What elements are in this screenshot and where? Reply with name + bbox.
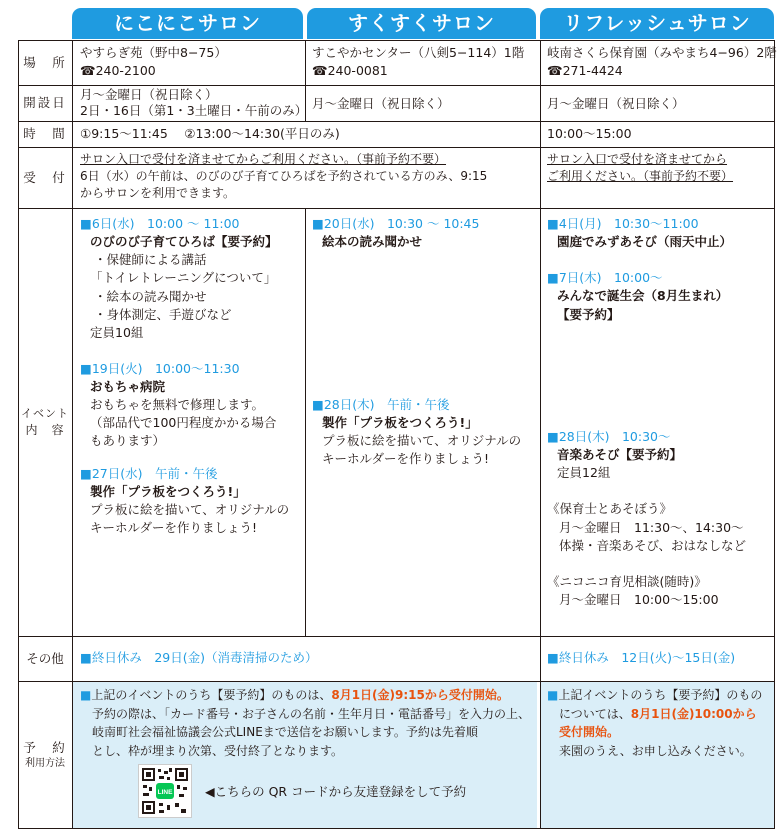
hours-refresh xyxy=(547,125,632,143)
event-refresh-4-line: 月〜金曜日 11:30〜、14:30〜 xyxy=(559,519,744,535)
other-refresh xyxy=(547,649,735,667)
location-refresh-name: 岐南さくら保育園（みやまち4−96）2階 xyxy=(547,45,777,60)
reservation-nico-line2: 予約の際は、「カード番号・お子さんの名前・生年月日・電話番号」を入力の上、 xyxy=(92,706,531,721)
label-events-line2: 内 容 xyxy=(25,422,65,437)
event-nico-2-line: （部品代で100円程度かかる場合 xyxy=(90,415,277,431)
events-nico xyxy=(80,215,289,537)
reception-refresh-1: サロン入口で受付を済ませてから xyxy=(547,152,728,166)
reservation-refresh xyxy=(547,686,762,760)
event-nico-2-line: おもちゃを無料で修理します。 xyxy=(90,397,265,413)
reception-nico-2: 6日（水）の午前は、のびのび子育てひろばを予約されている方のみ、9:15 xyxy=(80,169,488,184)
events-refresh-lower xyxy=(547,428,746,609)
event-nico-1-line: ・身体測定、手遊びなど xyxy=(94,306,232,322)
label-events xyxy=(18,209,72,636)
event-nico-2-line: もあります） xyxy=(90,433,166,449)
event-nico-3-date: ■27日(水) 午前・午後 xyxy=(80,465,218,481)
events-refresh xyxy=(547,215,732,324)
reservation-nico-line3: 岐南町社会福祉協議会公式LINEまで送信をお願いします。予約は先着順 xyxy=(92,725,478,740)
square-bullet-icon: ■ xyxy=(312,397,324,412)
square-bullet-icon: ■ xyxy=(547,688,559,702)
reservation-refresh-line3: 受付開始。 xyxy=(559,725,620,740)
event-nico-1-title: のびのび子育てひろば【要予約】 xyxy=(90,234,278,250)
other-nico-suku-text: 終日休み 29日(金)（消毒清掃のため） xyxy=(91,650,318,665)
label-events-line1: イベント xyxy=(21,406,69,420)
event-refresh-4-line: 体操・音楽あそび、おはなしなど xyxy=(559,537,747,553)
event-nico-3-title: 製作「プラ板をつくろう!」 xyxy=(90,483,246,499)
tab-nico-salon: にこにこサロン xyxy=(72,8,303,39)
square-bullet-icon: ■ xyxy=(80,650,92,665)
event-nico-2-title: おもちゃ病院 xyxy=(90,379,166,394)
qr-instruction: ◀こちらの QR コードから友達登録をして予約 xyxy=(205,784,467,799)
open-days-refresh-text: 月〜金曜日（祝日除く） xyxy=(547,96,685,111)
location-suku xyxy=(312,44,524,80)
event-suku-1-title: 絵本の読み聞かせ xyxy=(322,234,423,250)
reception-nico-3: からサロンを利用できます。 xyxy=(80,186,236,201)
events-suku-2 xyxy=(312,396,521,469)
svg-text:LINE: LINE xyxy=(157,789,173,796)
event-nico-1-line: 定員10組 xyxy=(90,324,144,340)
tab-refresh-salon: リフレッシュサロン xyxy=(540,8,774,39)
event-refresh-2-date: ■7日(木) 10:00〜 xyxy=(547,270,663,286)
event-suku-1-date: ■20日(水) 10:30 〜 10:45 xyxy=(312,216,480,231)
square-bullet-icon: ■ xyxy=(547,270,559,286)
reception-nico-suku xyxy=(80,151,487,202)
open-days-suku xyxy=(312,95,450,113)
square-bullet-icon: ■ xyxy=(547,650,559,665)
event-refresh-3-line: 定員12組 xyxy=(557,465,611,481)
event-nico-3-line: キーホルダーを作りましょう! xyxy=(90,519,258,535)
label-reservation-line1: 予 約 xyxy=(23,739,67,755)
location-refresh xyxy=(547,44,777,80)
reservation-nico-line4: とし、枠が埋まり次第、受付終了となります。 xyxy=(92,743,344,758)
reception-nico-1: サロン入口で受付を済ませてからご利用ください。（事前予約不要） xyxy=(80,152,447,166)
open-days-nico-2: 2日・16日（第1・3土曜日・午前のみ） xyxy=(80,103,308,119)
label-hours: 時 間 xyxy=(23,126,67,142)
location-nico xyxy=(80,44,227,80)
reservation-nico-line1: ■上記のイベントのうち【要予約】のものは、8月1日(金)9:15から受付開始。 xyxy=(80,688,509,702)
event-refresh-4-title: 《保育士とあそぼう》 xyxy=(547,501,673,517)
location-nico-tel: ☎240-2100 xyxy=(80,63,156,79)
square-bullet-icon: ■ xyxy=(547,216,559,231)
line-qr-code[interactable] xyxy=(138,764,192,818)
event-nico-1-date: ■6日(水) 10:00 〜 11:00 xyxy=(80,216,240,231)
reception-refresh-2: ご利用ください。（事前予約不要） xyxy=(547,169,734,184)
other-nico-suku xyxy=(80,649,317,667)
hours-nico-suku-text: ①9:15〜11:45 ②13:00〜14:30(平日のみ) xyxy=(80,126,340,141)
event-refresh-1-date: ■4日(月) 10:30〜11:00 xyxy=(547,216,699,231)
event-nico-2-date: ■19日(火) 10:00〜11:30 xyxy=(80,360,240,376)
event-suku-2-line: キーホルダーを作りましょう! xyxy=(322,451,490,467)
square-bullet-icon: ■ xyxy=(80,688,92,702)
event-refresh-3-title: 音楽あそび【要予約】 xyxy=(557,447,683,463)
open-days-refresh xyxy=(547,95,685,113)
square-bullet-icon: ■ xyxy=(547,429,559,444)
label-reception: 受 付 xyxy=(23,169,67,185)
reservation-refresh-line4: 来園のうえ、お申し込みください。 xyxy=(559,743,752,758)
event-nico-1-line: 「トイレトレーニングについて」 xyxy=(90,270,277,286)
label-reservation-line2: 利用方法 xyxy=(25,757,65,769)
square-bullet-icon: ■ xyxy=(80,360,92,376)
event-suku-2-line: プラ板に絵を描いて、オリジナルの xyxy=(322,433,522,449)
square-bullet-icon: ■ xyxy=(312,216,324,231)
reception-refresh xyxy=(547,151,733,185)
events-suku xyxy=(312,215,479,251)
event-refresh-1-title: 園庭でみずあそび（雨天中止） xyxy=(557,234,733,250)
event-refresh-5-title: 《ニコニコ育児相談(随時)》 xyxy=(547,573,707,589)
event-refresh-3-date: ■28日(木) 10:30〜 xyxy=(547,429,671,444)
open-days-nico xyxy=(80,87,307,120)
location-suku-name: すこやかセンター（八剣5−114）1階 xyxy=(312,45,525,60)
qr-code-icon xyxy=(139,765,191,817)
open-days-nico-1: 月〜金曜日（祝日除く） xyxy=(80,87,218,102)
label-open-days: 開設日 xyxy=(23,95,67,111)
event-nico-1-line: ・保健師による講話 xyxy=(94,252,207,268)
event-refresh-2-title: みんなで誕生会（8月生まれ） xyxy=(557,288,729,304)
label-reservation xyxy=(18,682,72,828)
label-location: 場 所 xyxy=(23,54,67,70)
tab-suku-salon: すくすくサロン xyxy=(307,8,536,39)
event-refresh-2-title2: 【要予約】 xyxy=(557,306,620,322)
square-bullet-icon: ■ xyxy=(80,216,92,231)
event-suku-2-date: ■28日(木) 午前・午後 xyxy=(312,397,450,412)
hours-refresh-text: 10:00〜15:00 xyxy=(547,126,632,141)
location-suku-tel: ☎240-0081 xyxy=(312,63,388,79)
event-refresh-5-line: 月〜金曜日 10:00〜15:00 xyxy=(559,591,719,607)
location-refresh-tel: ☎271-4424 xyxy=(547,63,623,79)
event-suku-2-title: 製作「プラ板をつくろう!」 xyxy=(322,415,478,431)
event-nico-3-line: プラ板に絵を描いて、オリジナルの xyxy=(90,501,290,517)
reservation-nico-suku xyxy=(80,686,530,760)
location-nico-name: やすらぎ苑（野中8−75） xyxy=(80,45,227,60)
hours-nico-suku xyxy=(80,125,340,143)
other-refresh-text: 終日休み 12日(火)〜15日(金) xyxy=(558,650,736,665)
reservation-refresh-line2: については、8月1日(金)10:00から xyxy=(559,706,757,721)
square-bullet-icon: ■ xyxy=(80,465,92,481)
event-nico-1-line: ・絵本の読み聞かせ xyxy=(94,288,207,304)
open-days-suku-text: 月〜金曜日（祝日除く） xyxy=(312,96,450,111)
label-other: その他 xyxy=(26,650,64,666)
reservation-refresh-line1: ■上記イベントのうち【要予約】のもの xyxy=(547,688,763,702)
